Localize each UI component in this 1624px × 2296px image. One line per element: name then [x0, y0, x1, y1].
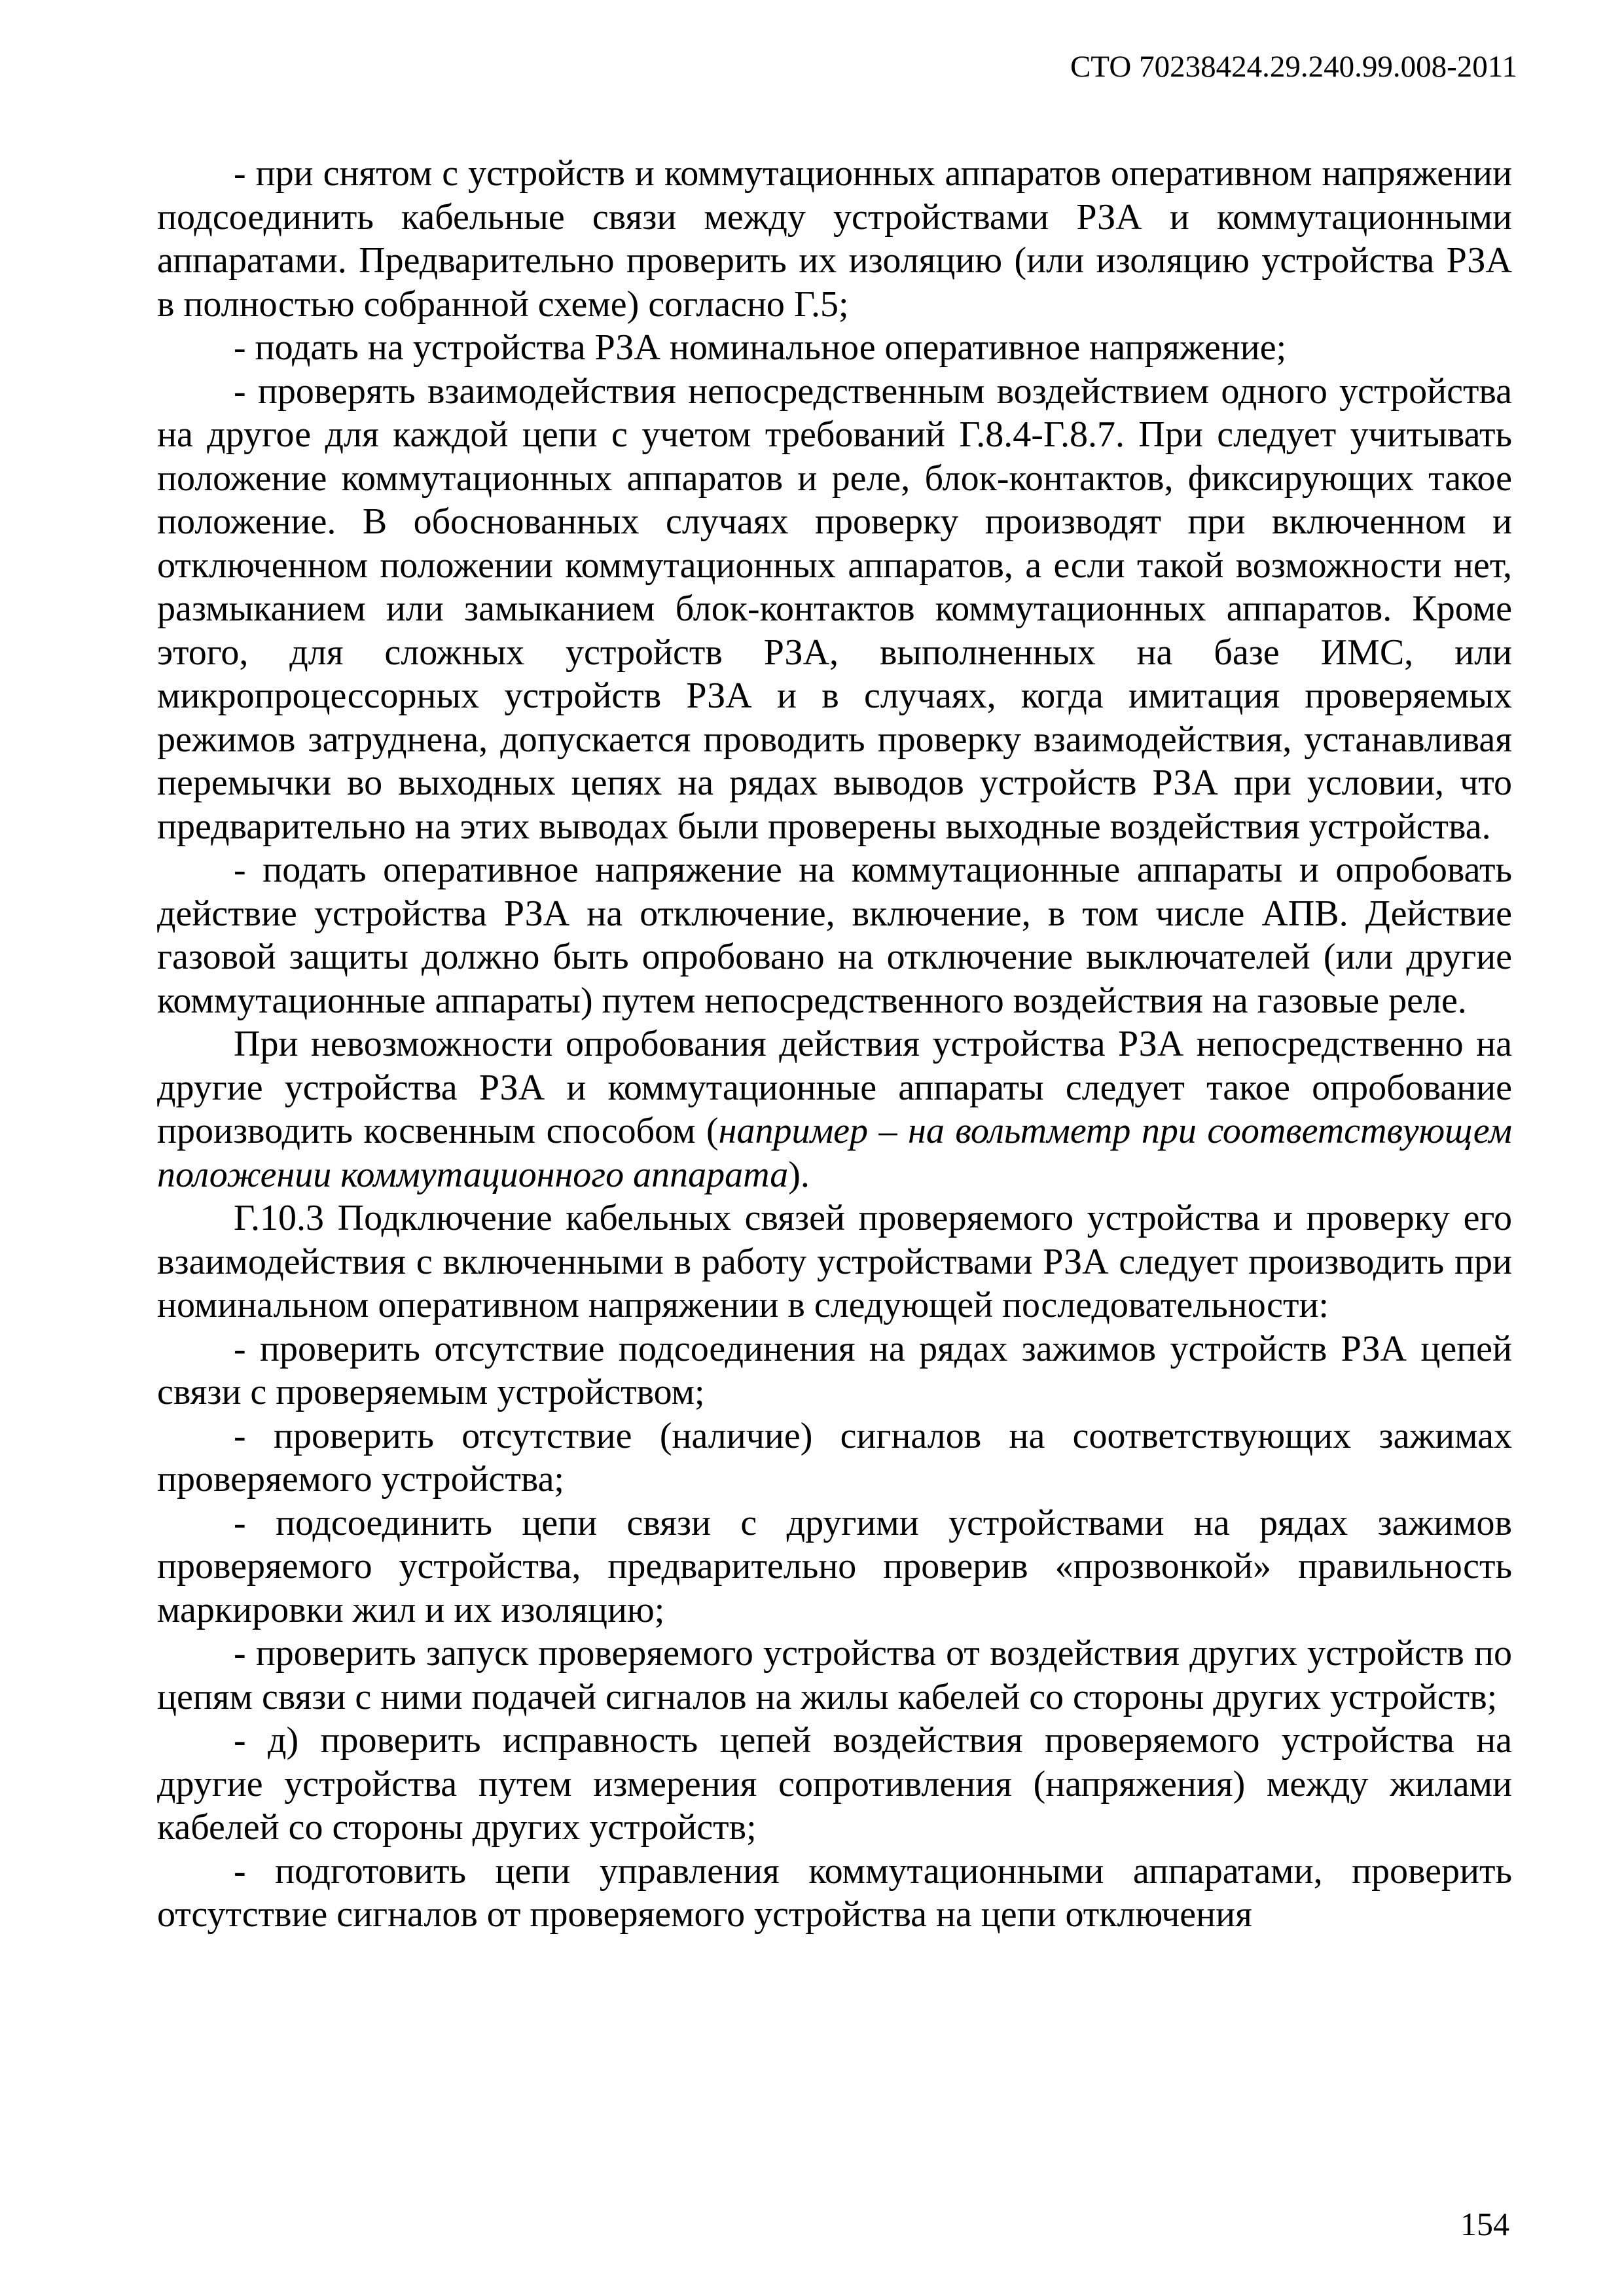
- paragraph-check-signals: - проверить отсутствие (наличие) сигналов на соответствующих зажимах проверяемого устройства;: [157, 1415, 1512, 1499]
- paragraph-connect-circuits: - подсоединить цепи связи с другими устройствами на рядах зажимов проверяемого устройства, предварительно проверив «прозвонкой» правильность маркировки жил и их изоляцию;: [157, 1502, 1512, 1630]
- paragraph-check-interaction: - проверять взаимодействия непосредственным воздействием одного устройства на другое для каждой цепи с учетом требований Г.8.4-Г.8.7. При следует учитывать положение коммутационных аппаратов и реле, блок-контактов, фиксирующих такое положение. В обоснованных случаях проверку производят при включенном и отключенном положении коммутационных аппаратов, а если такой возможности нет, размыканием или замыканием блок-контактов коммутационных аппаратов. Кроме этого, для сложных устройств РЗА, выполненных на базе ИМС, или микропроцессорных устройств РЗА и в случаях, когда имитация проверяемых режимов затруднена, допускается проводить проверку взаимодействия, устанавливая перемычки во выходных цепях на рядах выводов устройств РЗА при условии, что предварительно на этих выводах были проверены выходные воздействия устройства.: [157, 370, 1512, 847]
- paragraph-indirect-testing: [157, 1022, 1512, 1196]
- paragraph-check-serviceability: - д) проверить исправность цепей воздействия проверяемого устройства на другие устройства путем измерения сопротивления (напряжения) между жилами кабелей со стороны других устройств;: [157, 1720, 1512, 1848]
- document-code-header: СТО 70238424.29.240.99.008-2011: [1070, 50, 1517, 84]
- paragraph-disconnected-voltage: - при снятом с устройств и коммутационных аппаратов оперативном напряжении подсоединить кабельные связи между устройствами РЗА и коммутационными аппаратами. Предварительно проверить их изоляцию (или изоляцию устройства РЗА в полностью собранной схеме) согласно Г.5;: [157, 153, 1512, 325]
- page-number: 154: [1460, 2206, 1509, 2242]
- indirect-testing-example: например – на вольтметр при соответствующем положении коммутационного аппарата: [157, 1111, 1512, 1195]
- paragraph-apply-voltage: - подать на устройства РЗА номинальное оперативное напряжение;: [234, 327, 1287, 368]
- indirect-testing-text: При невозможности опробования действия устройства РЗА непосредственно на другие устройства РЗА и коммутационные аппараты следует такое опробование производить косвенным способом (: [157, 1024, 1512, 1151]
- paragraph-section-g-10-3: Г.10.3 Подключение кабельных связей проверяемого устройства и проверку его взаимодействия с включенными в работу устройствами РЗА следует производить при номинальном оперативном напряжении в следующей последовательности:: [157, 1198, 1512, 1325]
- paragraph-check-absence: - проверить отсутствие подсоединения на рядах зажимов устройств РЗА цепей связи с проверяемым устройством;: [157, 1328, 1512, 1412]
- paragraph-check-start: - проверить запуск проверяемого устройства от воздействия других устройств по цепям связи с ними подачей сигналов на жилы кабелей со стороны других устройств;: [157, 1633, 1512, 1717]
- document-body: [157, 152, 1512, 1937]
- paragraph-test-switching: - подать оперативное напряжение на коммутационные аппараты и опробовать действие устройства РЗА на отключение, включение, в том числе АПВ. Действие газовой защиты должно быть опробовано на отключение выключателей (или другие коммутационные аппараты) путем непосредственного воздействия на газовые реле.: [157, 850, 1512, 1021]
- indirect-testing-close: ).: [788, 1154, 810, 1195]
- paragraph-prepare-control: - подготовить цепи управления коммутационными аппаратами, проверить отсутствие сигналов от проверяемого устройства на цепи отключения: [157, 1850, 1512, 1935]
